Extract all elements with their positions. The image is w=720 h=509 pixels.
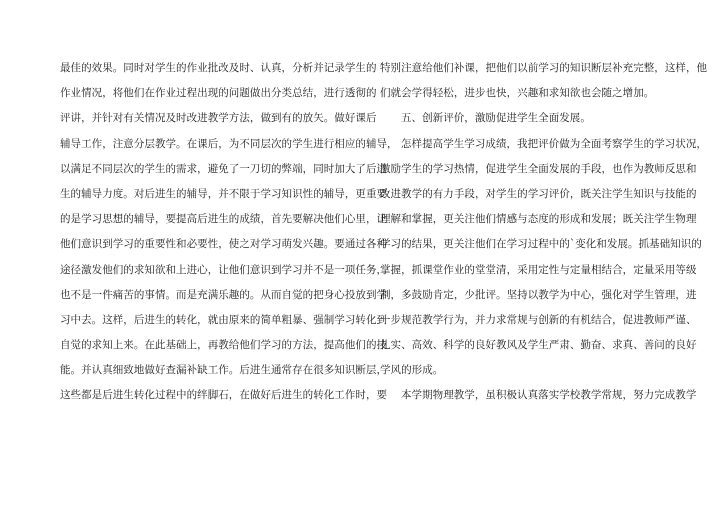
text-line: 掌握，抓课堂作业的堂堂清，采用定性与定量相结合，定量采用等级: [380, 263, 697, 276]
text-line: 他们意识到学习的重要性和必要性，使之对学习萌发兴趣。要通过各种: [60, 238, 388, 251]
text-line: 扎实、高效、科学的良好教风及学生严肃、勤奋、求真、善问的良好: [380, 339, 697, 352]
text-line: 学风的形成。: [380, 364, 444, 377]
text-line: 评讲，并针对有关情况及时改进教学方法，做到有的放矢。做好课后: [60, 112, 377, 125]
text-line: 习中去。这样，后进生的转化，就由原来的简单粗暴、强制学习转化到: [60, 313, 388, 326]
text-line: 途径激发他们的求知欲和上进心，让他们意识到学习并不是一项任务，: [60, 263, 388, 276]
text-line: 一步规范教学行为，并力求常规与创新的有机结合，促进教师严谨、: [380, 313, 697, 326]
text-line: 也不是一件痛苦的事情。而是充满乐趣的。从而自觉的把身心投放到学: [60, 288, 388, 301]
text-line: 能。并认真细致地做好查漏补缺工作。后进生通常存在很多知识断层，: [60, 364, 388, 377]
text-line: 自觉的求知上来。在此基础上，再教给他们学习的方法，提高他们的技: [60, 339, 388, 352]
text-line: 特别注意给他们补课，把他们以前学习的知识断层补充完整，这样，他: [380, 62, 708, 74]
text-line: 的是学习思想的辅导，要提高后进生的成绩，首先要解决他们心里，让: [60, 213, 388, 226]
text-line: 改进教学的有力手段，对学生的学习评价，既关注学生知识与技能的: [380, 187, 697, 200]
text-line: 这些都是后进生转化过程中的绊脚石，在做好后进生的转化工作时，要: [60, 389, 388, 402]
text-line: 制，多鼓励肯定，少批评。坚持以教学为中心，强化对学生管理，进: [380, 288, 697, 301]
text-line: 激励学生的学习热情，促进学生全面发展的手段，也作为教师反思和: [380, 162, 697, 175]
section-heading: 五、创新评价，激励促进学生全面发展。: [401, 112, 591, 125]
paragraph-start-line: 本学期物理教学，虽积极认真落实学校教学常规，努力完成教学: [401, 389, 697, 402]
text-line: 最佳的效果。同时对学生的作业批改及时、认真，分析并记录学生的: [60, 62, 377, 74]
left-text-column: [60, 56, 398, 409]
text-line: 作业情况，将他们在作业过程出现的问题做出分类总结，进行透彻的: [60, 87, 377, 100]
text-line: 以满足不同层次的学生的需求，避免了一刀切的弊端，同时加大了后进: [60, 162, 388, 175]
text-line: 学习的结果，更关注他们在学习过程中的`变化和发展。抓基础知识的: [380, 238, 702, 251]
text-line: 生的辅导力度。对后进生的辅导，并不限于学习知识性的辅导，更重要: [60, 187, 388, 200]
text-line: 们就会学得轻松，进步也快，兴趣和求知欲也会随之增加。: [380, 87, 655, 100]
right-text-column: [380, 56, 708, 409]
paragraph-start-line: 怎样提高学生学习成绩，我把评价做为全面考察学生的学习状况，: [401, 137, 707, 150]
text-line: 理解和掌握，更关注他们情感与态度的形成和发展；既关注学生物理: [380, 213, 697, 226]
text-line: 辅导工作，注意分层教学。在课后，为不同层次的学生进行相应的辅导，: [60, 137, 398, 150]
